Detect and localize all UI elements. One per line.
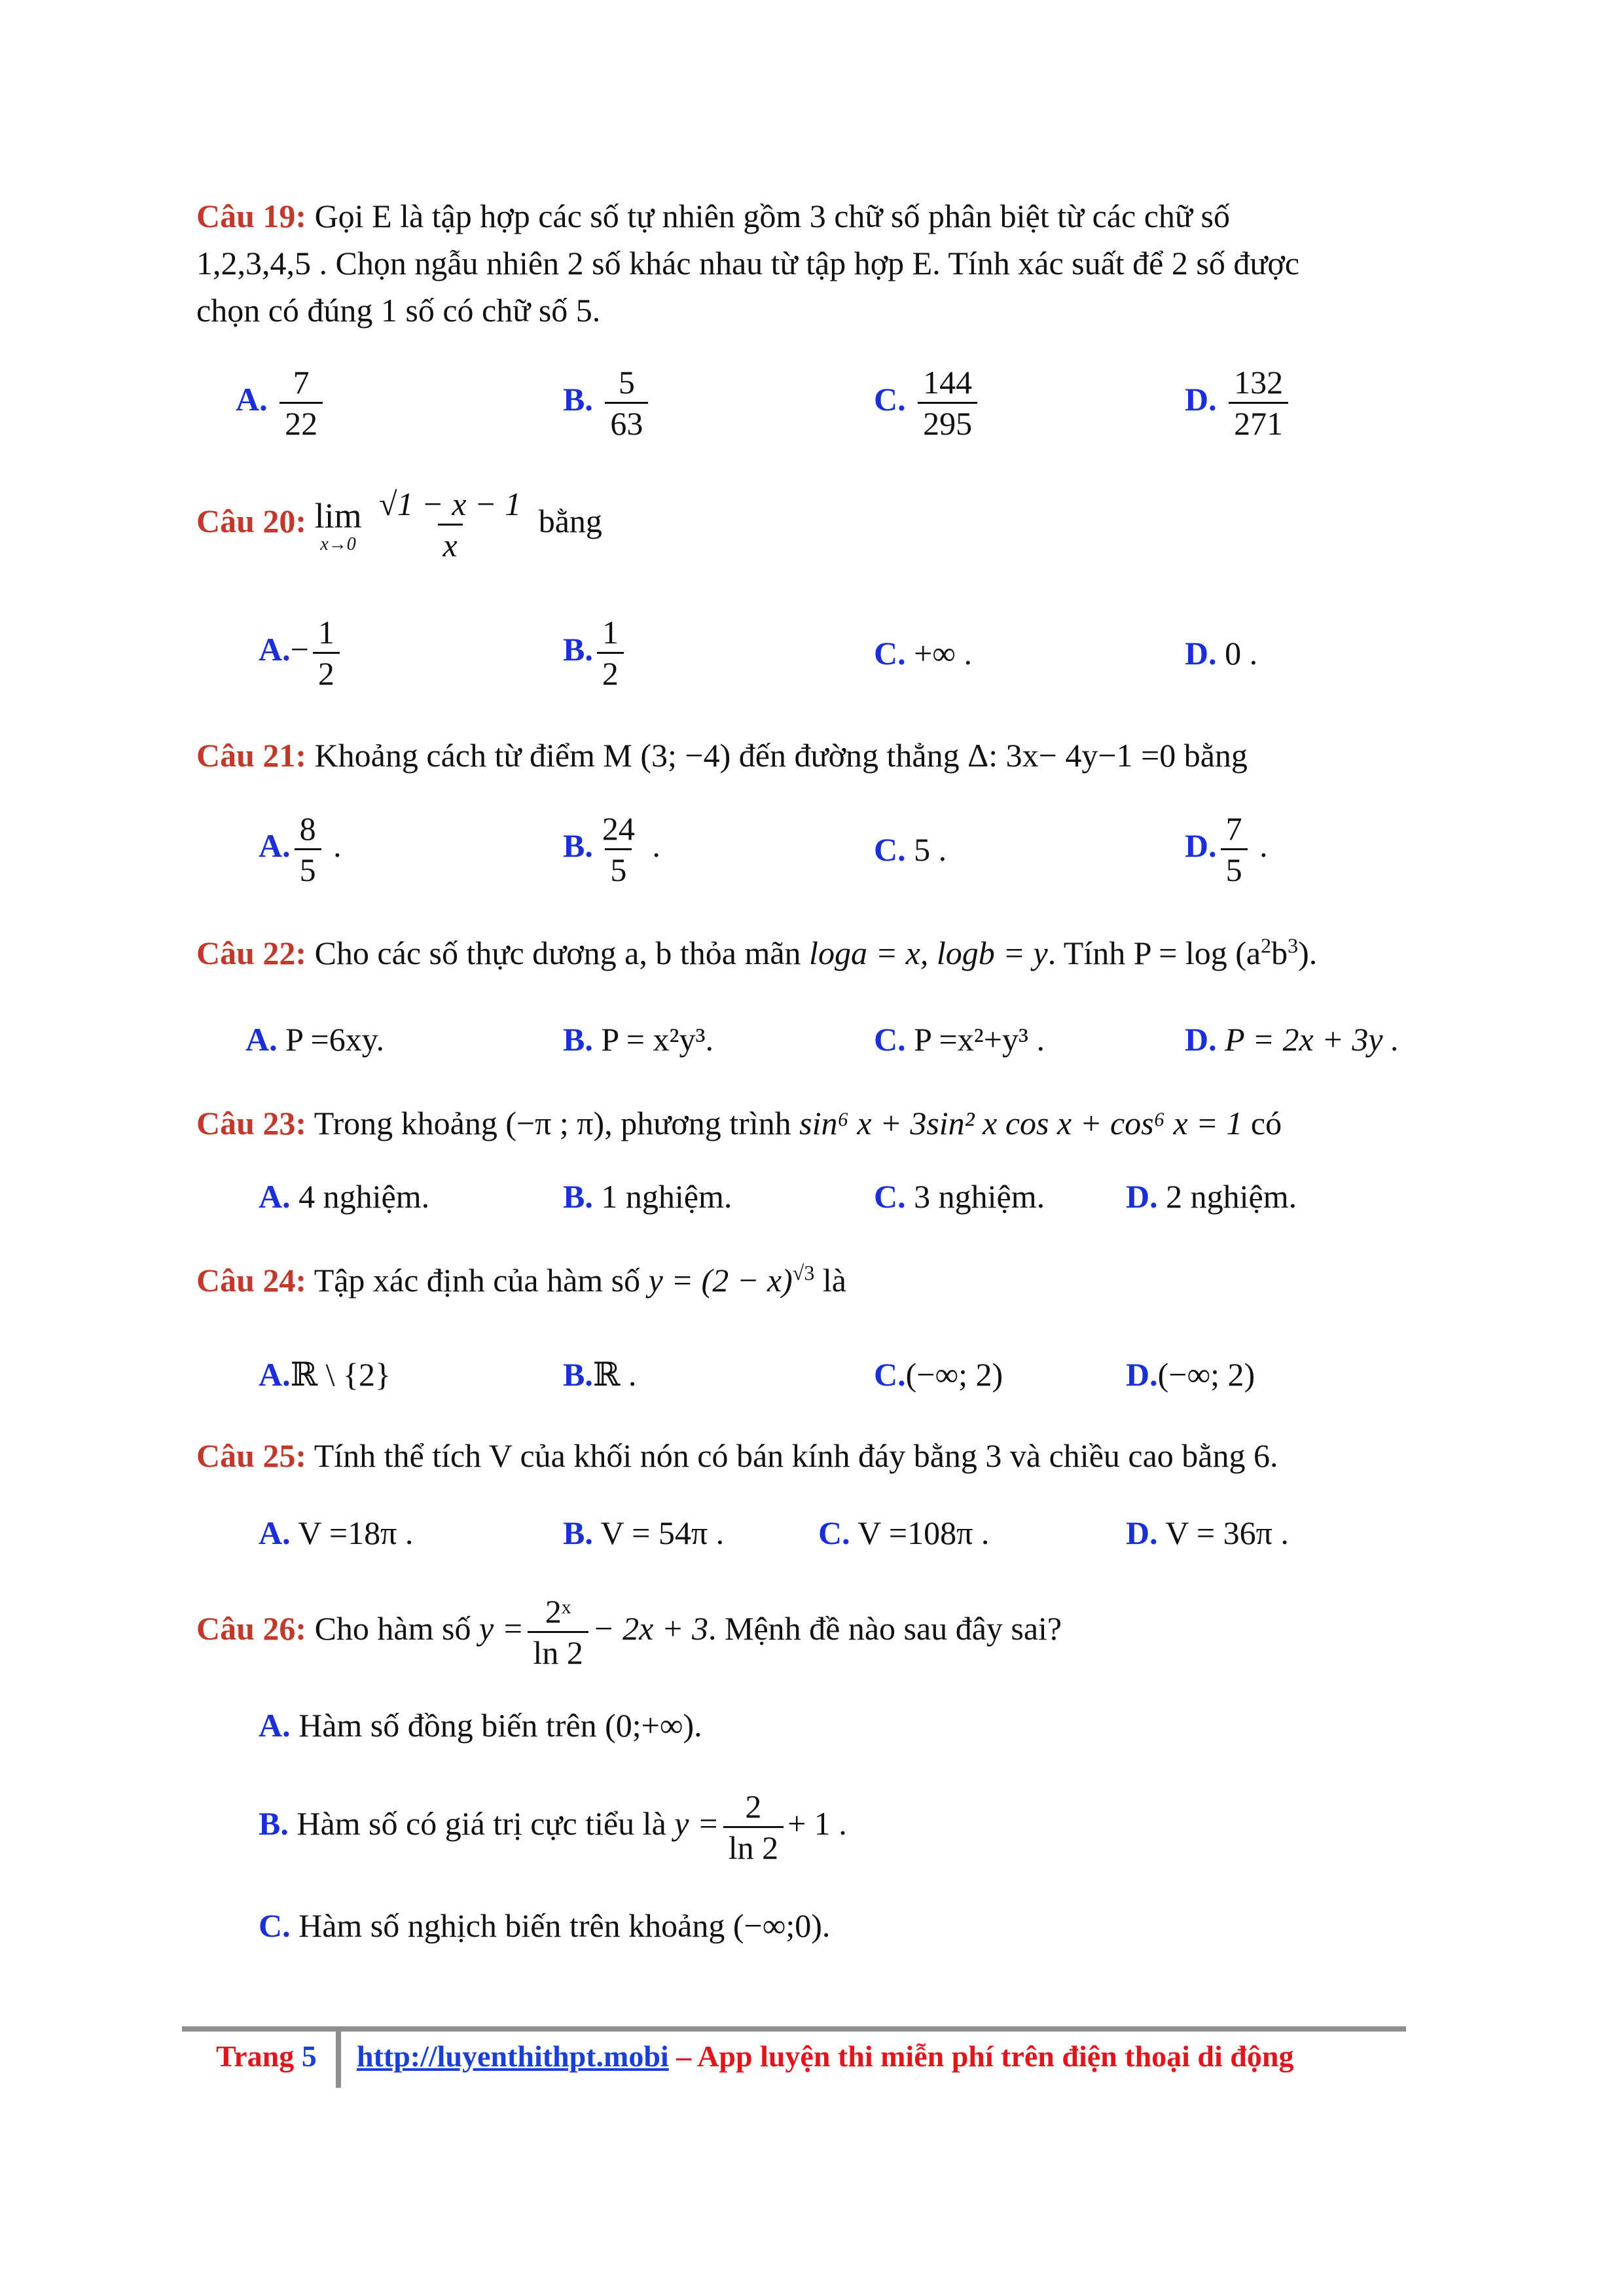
footer-page: Trang 5 — [216, 2039, 317, 2073]
q25-option-b[interactable]: B. V = 54π . — [563, 1515, 725, 1551]
footer-separator — [336, 2032, 341, 2088]
q23-option-d[interactable]: D. 2 nghiệm. — [1126, 1178, 1297, 1215]
q25-label: Câu 25: — [196, 1437, 307, 1474]
q21-option-d[interactable]: D. $\frac{7}{5}$ . — [1185, 810, 1268, 888]
q26-option-b[interactable]: B. Hàm số có giá trị cực tiểu là y = $\frac{2}{\ln 2}$ + 1 . — [259, 1788, 847, 1866]
q22-option-b[interactable]: B. P = x²y³. — [563, 1021, 713, 1058]
footer-link-line — [357, 2037, 1293, 2076]
q25-stem: Câu 25: Tính thể tích V của khối nón có bán kính đáy bằng 3 và chiều cao bằng 6. — [196, 1437, 1278, 1474]
page-number: 5 — [301, 2039, 317, 2073]
q22-option-d[interactable]: D. P = 2x + 3y . — [1185, 1021, 1399, 1058]
q24-option-c[interactable]: C.(−∞; 2) — [874, 1356, 1003, 1393]
q25-option-c[interactable]: C. V =108π . — [818, 1515, 990, 1551]
fraction: $\frac{1}{2}$ — [313, 613, 340, 693]
q23-option-c[interactable]: C. 3 nghiệm. — [874, 1178, 1045, 1215]
q19-option-a[interactable]: A. $\frac{7}{22}$ — [236, 363, 327, 443]
footer-divider — [182, 2026, 1406, 2032]
q22-stem: Câu 22: Cho các số thực dương a, b thỏa mãn loga = x, logb = y. Tính $P = \log (a^2b^3)$. — [196, 933, 1318, 971]
fraction: $\frac{1}{2}$ — [597, 613, 624, 693]
fraction: $\frac{144}{295}$ — [918, 363, 977, 443]
q20-option-d[interactable]: D. 0 . — [1185, 635, 1258, 672]
q25-option-d[interactable]: D. V = 36π . — [1126, 1515, 1289, 1551]
q26-label: Câu 26: — [196, 1609, 307, 1647]
q19-option-c[interactable]: C. $\frac{144}{295}$ — [874, 363, 981, 443]
footer-tagline: – App luyện thi miễn phí trên điện thoại di động — [668, 2039, 1294, 2073]
q20-stem: Câu 20: lim x→0 $\frac{√1 - x - 1}{x}$ bằng — [196, 486, 602, 564]
q22-option-a[interactable]: A. P =6xy. — [245, 1021, 385, 1058]
q21-option-b[interactable]: B. $\frac{24}{5}$ . — [563, 810, 660, 888]
q23-option-a[interactable]: A. 4 nghiệm. — [259, 1178, 430, 1215]
q22-label: Câu 22: — [196, 935, 307, 971]
q23-label: Câu 23: — [196, 1105, 307, 1141]
fraction: $\frac{2}{\ln 2}$ — [723, 1787, 784, 1867]
fraction: $\frac{\text{2ˣ}}{\ln 2}$ — [528, 1592, 588, 1672]
q19-text-1: Gọi E là tập hợp các số tự nhiên gồm 3 chữ số phân biệt từ các chữ số — [314, 198, 1230, 234]
q22-option-c[interactable]: C. P =x²+y³ . — [874, 1021, 1045, 1058]
q24-stem: Câu 24: Tập xác định của hàm số $y = (2 - x)^{√3}$ là — [196, 1261, 846, 1299]
q19-line1 — [196, 192, 1230, 240]
q24-option-b[interactable]: B.ℝ . — [563, 1356, 637, 1393]
footer-link[interactable]: http://luyenthithpt.mobi — [357, 2039, 669, 2073]
q20-option-c[interactable]: C. +∞ . — [874, 635, 972, 672]
fraction: $\frac{132}{271}$ — [1229, 363, 1288, 443]
q24-option-d[interactable]: D.(−∞; 2) — [1126, 1356, 1255, 1393]
q21-option-c[interactable]: C. 5 . — [874, 831, 947, 868]
q19-text-3: chọn có đúng 1 số có chữ số 5. — [196, 292, 601, 329]
fraction: $\frac{7}{22}$ — [280, 363, 323, 443]
q19-text-2: 1,2,3,4,5 . Chọn ngẫu nhiên 2 số khác nhau từ tập hợp E. Tính xác suất để 2 số được — [196, 245, 1300, 281]
q24-option-a[interactable]: A.ℝ \ {2} — [259, 1356, 391, 1393]
q24-label: Câu 24: — [196, 1262, 307, 1299]
q26-option-c[interactable]: C. Hàm số nghịch biến trên khoảng (−∞;0). — [259, 1907, 831, 1944]
q25-option-a[interactable]: A. V =18π . — [259, 1515, 414, 1551]
limit: lim x→0 — [314, 495, 362, 554]
fraction: $\frac{√1 - x - 1}{x}$ — [379, 486, 522, 564]
q20-label: Câu 20: — [196, 502, 307, 539]
q26-option-a[interactable]: A. Hàm số đồng biến trên (0;+∞). — [259, 1707, 702, 1744]
q26-stem: Câu 26: Cho hàm số y = $\frac{\text{2ˣ}}{\ln 2}$ − 2x + 3. Mệnh đề nào sau đây sai? — [196, 1593, 1062, 1671]
fraction: $\frac{24}{5}$ — [602, 810, 635, 888]
q23-stem: Câu 23: Trong khoảng (−π ; π), phương trình sin⁶ x + 3sin² x cos x + cos⁶ x = 1 có — [196, 1105, 1282, 1141]
q23-option-b[interactable]: B. 1 nghiệm. — [563, 1178, 732, 1215]
q19-label: Câu 19: — [196, 198, 307, 234]
q20-option-b[interactable]: B. $\frac{1}{2}$ — [563, 613, 628, 693]
q20-option-a[interactable]: A.− $\frac{1}{2}$ — [259, 613, 344, 693]
q21-option-a[interactable]: A. $\frac{8}{5}$ . — [259, 810, 342, 888]
fraction: $\frac{8}{5}$ — [295, 809, 321, 889]
fraction: $\frac{7}{5}$ — [1221, 809, 1248, 889]
q19-option-b[interactable]: B. $\frac{5}{63}$ — [563, 363, 652, 443]
q21-label: Câu 21: — [196, 737, 307, 774]
q19-option-d[interactable]: D. $\frac{132}{271}$ — [1185, 363, 1292, 443]
q21-stem: Câu 21: Khoảng cách từ điểm M (3; −4) đến đường thẳng Δ: 3x− 4y−1 =0 bằng — [196, 737, 1248, 774]
fraction: $\frac{5}{63}$ — [605, 363, 648, 443]
